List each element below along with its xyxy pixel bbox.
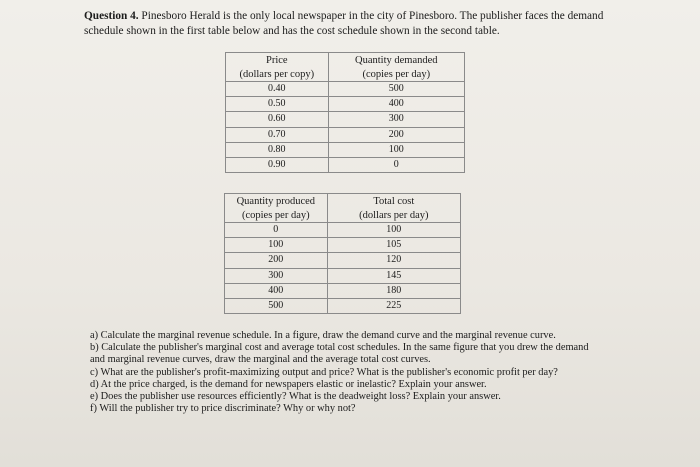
table-row [226, 158, 465, 173]
cell-price: 0.40 [226, 82, 329, 97]
cell-price: 0.90 [226, 158, 329, 173]
cell-quantity: 300 [328, 112, 464, 127]
cell-quantity: 0 [328, 158, 464, 173]
cell-quantity: 200 [225, 253, 328, 268]
table-row [225, 238, 461, 253]
cell-price: 0.50 [226, 97, 329, 112]
header-line: Total cost [373, 196, 415, 207]
question-header [84, 9, 614, 38]
cell-quantity: 100 [328, 142, 464, 157]
table-row [225, 268, 461, 283]
cell-total-cost: 180 [327, 283, 460, 298]
table-header-row [226, 53, 465, 82]
cell-quantity: 200 [328, 127, 464, 142]
table-row [226, 142, 465, 157]
table-row [226, 127, 465, 142]
question-b: b) Calculate the publisher's marginal cost and average total cost schedules. In the same figure that you drew the demand and marginal revenue curves, draw the marginal and the average total cost curves. [90, 342, 589, 366]
table-row [225, 283, 461, 298]
cell-quantity: 100 [225, 238, 328, 253]
column-header-quantity-demanded [328, 53, 464, 82]
cell-quantity: 500 [328, 82, 464, 97]
table-row [226, 112, 465, 127]
cell-quantity: 0 [225, 223, 328, 238]
question-list [90, 330, 600, 415]
question-f: f) Will the publisher try to price discriminate? Why or why not? [90, 403, 356, 415]
question-label: Question 4. [84, 10, 139, 22]
column-header-total-cost [327, 194, 460, 223]
cell-total-cost: 120 [327, 253, 460, 268]
column-header-quantity-produced [225, 194, 328, 223]
table-row [226, 97, 465, 112]
cell-price: 0.70 [226, 127, 329, 142]
table-header-row [225, 194, 461, 223]
header-line: Price [265, 55, 288, 66]
cell-quantity: 400 [328, 97, 464, 112]
header-line: (copies per day) [241, 209, 310, 221]
question-c: c) What are the publisher's profit-maximizing output and price? What is the publisher's economic profit per day? [90, 366, 558, 378]
header-line: (dollars per copy) [239, 68, 315, 80]
table-row [225, 223, 461, 238]
header-line: Quantity produced [236, 196, 316, 207]
cell-quantity: 400 [225, 283, 328, 298]
question-e: e) Does the publisher use resources efficiently? What is the deadweight loss? Explain your answer. [90, 391, 501, 403]
cell-quantity: 300 [225, 268, 328, 283]
cell-total-cost: 225 [327, 299, 460, 314]
header-line: (copies per day) [362, 68, 431, 80]
cell-price: 0.80 [226, 142, 329, 157]
cell-price: 0.60 [226, 112, 329, 127]
column-header-price [226, 53, 329, 82]
demand-schedule-table [225, 52, 465, 173]
header-line: Quantity demanded [355, 55, 438, 66]
cell-quantity: 500 [225, 299, 328, 314]
cell-total-cost: 145 [327, 268, 460, 283]
table-row [226, 82, 465, 97]
question-d: d) At the price charged, is the demand for newspapers elastic or inelastic? Explain your answer. [90, 378, 487, 390]
table-row [225, 299, 461, 314]
question-a: a) Calculate the marginal revenue schedule. In a figure, draw the demand curve and the marginal revenue curve. [90, 330, 556, 341]
cell-total-cost: 105 [327, 238, 460, 253]
cost-schedule-table [224, 193, 461, 314]
table-row [225, 253, 461, 268]
cell-total-cost: 100 [327, 223, 460, 238]
question-text: Pinesboro Herald is the only local newspaper in the city of Pinesboro. The publisher faces the demand schedule shown in the first table below and has the cost schedule shown in the second table. [84, 10, 604, 37]
header-line: (dollars per day) [359, 209, 429, 221]
